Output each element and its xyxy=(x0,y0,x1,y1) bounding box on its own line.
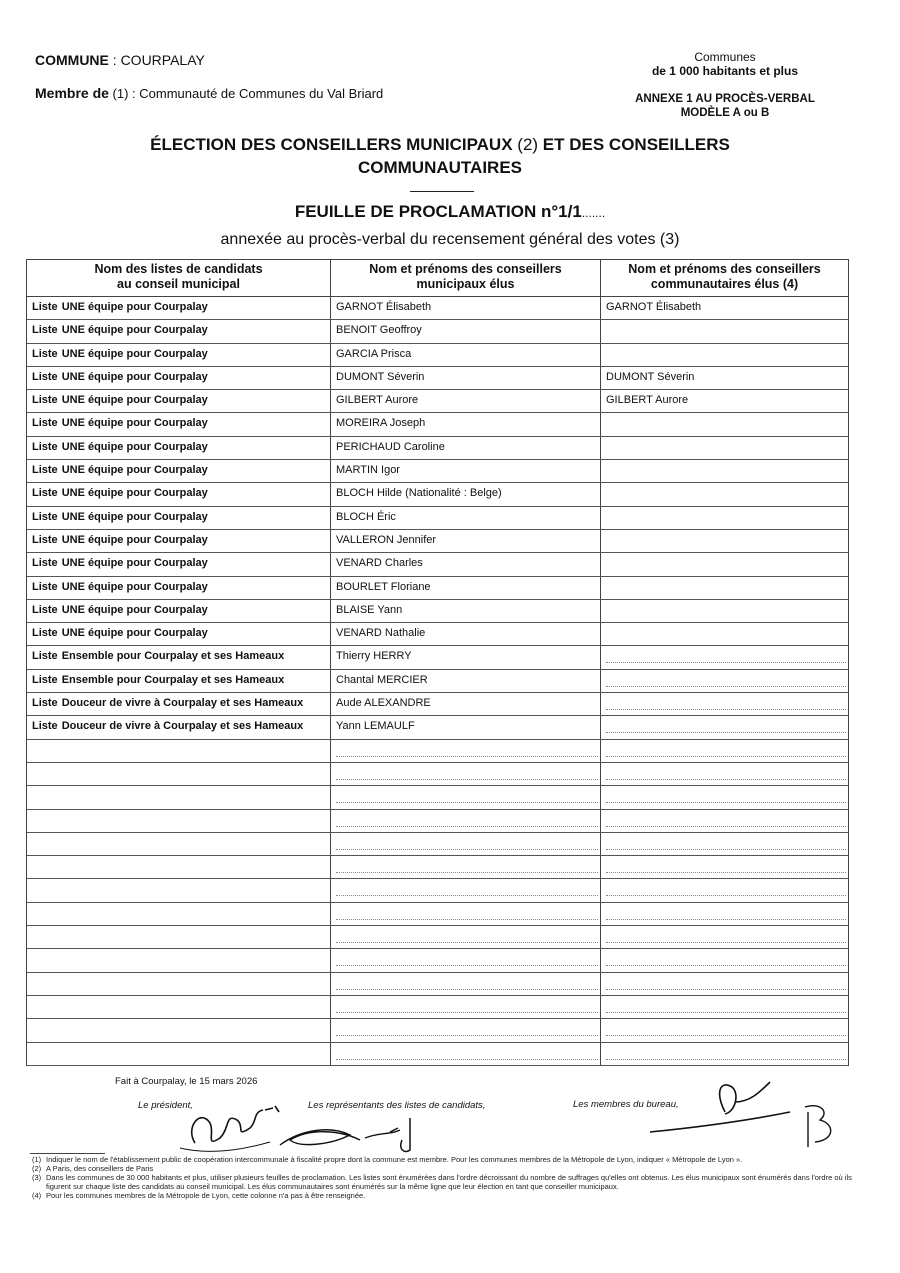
dotted-fill-line xyxy=(336,833,598,850)
empty-cell xyxy=(601,856,848,878)
empty-table-row xyxy=(27,856,848,879)
empty-table-row xyxy=(27,740,848,763)
bureau-members-label: Les membres du bureau, xyxy=(573,1099,679,1110)
table-row xyxy=(27,623,848,646)
empty-cell xyxy=(27,903,331,925)
cell-municipal-elected: Yann LEMAULF xyxy=(331,716,601,738)
cell-list-name xyxy=(27,577,331,599)
cell-list-name xyxy=(27,297,331,319)
dotted-fill-line xyxy=(336,763,598,780)
list-name: UNE équipe pour Courpalay xyxy=(61,487,208,500)
dotted-fill-line xyxy=(336,926,598,943)
title-divider xyxy=(410,191,474,192)
table-row xyxy=(27,693,848,716)
cell-communautaire-elected: GARNOT Élisabeth xyxy=(606,301,702,313)
president-label: Le président, xyxy=(138,1100,193,1111)
proclamation-table xyxy=(26,259,849,1066)
empty-cell xyxy=(601,763,848,785)
cell-municipal-elected: VALLERON Jennifer xyxy=(331,530,601,552)
signature-place-date: Fait à Courpalay, le 15 mars 2026 xyxy=(115,1076,258,1087)
membre-value: Communauté de Communes du Val Briard xyxy=(139,86,384,101)
empty-cell xyxy=(331,996,601,1018)
cell-municipal-elected: GILBERT Aurore xyxy=(331,390,601,412)
membre-label: Membre de xyxy=(35,85,109,101)
cell-municipal-elected: Aude ALEXANDRE xyxy=(331,693,601,715)
cell-municipal-elected: VENARD Nathalie xyxy=(331,623,601,645)
commune-value: COURPALAY xyxy=(120,52,205,68)
commune-label: COMMUNE xyxy=(35,52,109,68)
empty-cell xyxy=(27,740,331,762)
title-line2: COMMUNAUTAIRES xyxy=(357,158,522,177)
list-name: UNE équipe pour Courpalay xyxy=(61,557,208,570)
dotted-fill-line xyxy=(606,996,846,1013)
cell-list-name xyxy=(27,507,331,529)
list-name: UNE équipe pour Courpalay xyxy=(61,603,208,616)
list-prefix: Liste xyxy=(32,673,58,686)
footnote-1: (1) Indiquer le nom de l'établissement public de coopération intercommunale à fiscalité propre dont la commune est membre. Pour les communes membres de la Métropole de Lyon, indiquer « Métropole de Lyon ». xyxy=(32,1155,743,1164)
list-prefix: Liste xyxy=(32,510,58,523)
list-prefix: Liste xyxy=(32,464,58,477)
empty-cell xyxy=(331,856,601,878)
empty-cell xyxy=(331,786,601,808)
empty-cell xyxy=(331,973,601,995)
list-prefix: Liste xyxy=(32,347,58,360)
cell-communautaire-elected xyxy=(601,670,848,692)
title-line1-a: ÉLECTION DES CONSEILLERS MUNICIPAUX xyxy=(150,135,513,154)
dotted-fill-line xyxy=(606,879,846,896)
commune-size-line1: Communes xyxy=(694,50,756,64)
commune-size-line2: de 1 000 habitants et plus xyxy=(651,64,799,78)
commune-line xyxy=(35,52,205,68)
cell-communautaire-elected xyxy=(601,413,848,435)
dotted-fill-line xyxy=(606,973,846,990)
table-header xyxy=(27,260,848,297)
cell-municipal-elected: DUMONT Séverin xyxy=(331,367,601,389)
dotted-fill-line xyxy=(606,786,846,803)
table-row xyxy=(27,507,848,530)
list-prefix: Liste xyxy=(32,324,58,337)
table-row xyxy=(27,600,848,623)
cell-municipal-elected: BENOIT Geoffroy xyxy=(331,320,601,342)
cell-municipal-elected: PERICHAUD Caroline xyxy=(331,437,601,459)
empty-cell xyxy=(601,903,848,925)
dotted-fill-line xyxy=(606,926,846,943)
cell-communautaire-elected xyxy=(601,716,848,738)
empty-cell xyxy=(331,833,601,855)
list-name: UNE équipe pour Courpalay xyxy=(61,533,208,546)
empty-cell xyxy=(331,1019,601,1041)
sheet-title-dots: ....... xyxy=(581,206,606,220)
list-name: Douceur de vivre à Courpalay et ses Hameaux xyxy=(61,697,304,710)
list-prefix: Liste xyxy=(32,487,58,500)
cell-list-name xyxy=(27,437,331,459)
list-name: UNE équipe pour Courpalay xyxy=(61,417,208,430)
annexe-line1: ANNEXE 1 AU PROCÈS-VERBAL xyxy=(635,93,815,105)
header-communautaire: Nom et prénoms des conseillers communautaires élus (4) xyxy=(628,262,821,291)
list-name: UNE équipe pour Courpalay xyxy=(61,627,208,640)
dotted-fill-line xyxy=(606,1019,846,1036)
cell-municipal-elected: Thierry HERRY xyxy=(331,646,601,668)
empty-table-row xyxy=(27,879,848,902)
empty-cell xyxy=(27,856,331,878)
cell-communautaire-elected xyxy=(601,344,848,366)
empty-cell xyxy=(601,786,848,808)
header-municipal: Nom et prénoms des conseillers municipaux élus xyxy=(331,260,601,296)
cell-communautaire-elected xyxy=(601,460,848,482)
list-name: UNE équipe pour Courpalay xyxy=(61,580,208,593)
cell-municipal-elected: MARTIN Igor xyxy=(331,460,601,482)
dotted-fill-line xyxy=(606,856,846,873)
table-row xyxy=(27,670,848,693)
list-prefix: Liste xyxy=(32,650,58,663)
list-prefix: Liste xyxy=(32,627,58,640)
cell-municipal-elected: MOREIRA Joseph xyxy=(331,413,601,435)
cell-communautaire-elected xyxy=(601,646,848,668)
dotted-fill-line xyxy=(606,833,846,850)
empty-cell xyxy=(601,833,848,855)
commune-sep: : xyxy=(108,52,121,68)
representants-signature xyxy=(270,1110,440,1160)
cell-communautaire-elected xyxy=(601,693,848,715)
table-row xyxy=(27,390,848,413)
dotted-fill-line xyxy=(606,1043,846,1060)
cell-communautaire-elected xyxy=(601,600,848,622)
dotted-fill-line xyxy=(606,716,846,733)
page-title xyxy=(60,133,820,179)
cell-municipal-elected: BLOCH Hilde (Nationalité : Belge) xyxy=(331,483,601,505)
table-row xyxy=(27,716,848,739)
sheet-title-text: FEUILLE DE PROCLAMATION n°1/1 xyxy=(294,202,582,221)
membre-ref: (1) : xyxy=(108,86,140,101)
dotted-fill-line xyxy=(606,903,846,920)
cell-communautaire-elected xyxy=(601,320,848,342)
cell-list-name xyxy=(27,693,331,715)
empty-cell xyxy=(331,949,601,971)
cell-municipal-elected: VENARD Charles xyxy=(331,553,601,575)
empty-cell xyxy=(27,786,331,808)
annexe-line2: MODÈLE A ou B xyxy=(680,107,770,119)
table-row xyxy=(27,577,848,600)
list-prefix: Liste xyxy=(32,394,58,407)
table-row xyxy=(27,344,848,367)
empty-cell xyxy=(331,740,601,762)
cell-list-name xyxy=(27,530,331,552)
cell-communautaire-elected xyxy=(601,507,848,529)
empty-cell xyxy=(27,833,331,855)
empty-table-row xyxy=(27,949,848,972)
table-row xyxy=(27,320,848,343)
cell-municipal-elected: Chantal MERCIER xyxy=(331,670,601,692)
table-row xyxy=(27,646,848,669)
empty-cell xyxy=(27,949,331,971)
empty-table-row xyxy=(27,926,848,949)
cell-communautaire-elected: GILBERT Aurore xyxy=(606,394,689,407)
dotted-fill-line xyxy=(336,879,598,896)
dotted-fill-line xyxy=(336,973,598,990)
table-row xyxy=(27,483,848,506)
cell-municipal-elected: GARCIA Prisca xyxy=(331,344,601,366)
empty-table-row xyxy=(27,973,848,996)
list-prefix: Liste xyxy=(32,720,58,733)
list-name: UNE équipe pour Courpalay xyxy=(61,394,208,407)
dotted-fill-line xyxy=(606,670,846,687)
dotted-fill-line xyxy=(606,646,846,663)
table-row xyxy=(27,297,848,320)
table-row xyxy=(27,367,848,390)
table-body xyxy=(27,297,848,1066)
table-row xyxy=(27,437,848,460)
list-prefix: Liste xyxy=(32,603,58,616)
dotted-fill-line xyxy=(606,810,846,827)
membre-line xyxy=(35,85,383,101)
empty-cell xyxy=(27,996,331,1018)
dotted-fill-line xyxy=(336,740,598,757)
empty-cell xyxy=(27,1043,331,1065)
empty-table-row xyxy=(27,1019,848,1042)
empty-table-row xyxy=(27,786,848,809)
empty-cell xyxy=(27,1019,331,1041)
empty-cell xyxy=(601,996,848,1018)
cell-list-name xyxy=(27,553,331,575)
cell-communautaire-elected xyxy=(601,437,848,459)
cell-communautaire-elected xyxy=(601,530,848,552)
cell-list-name xyxy=(27,483,331,505)
empty-cell xyxy=(331,1043,601,1065)
empty-table-row xyxy=(27,763,848,786)
cell-communautaire-elected xyxy=(601,577,848,599)
cell-list-name xyxy=(27,623,331,645)
list-prefix: Liste xyxy=(32,533,58,546)
table-row xyxy=(27,460,848,483)
dotted-fill-line xyxy=(606,763,846,780)
list-prefix: Liste xyxy=(32,697,58,710)
table-row xyxy=(27,413,848,436)
cell-list-name xyxy=(27,646,331,668)
list-name: UNE équipe pour Courpalay xyxy=(61,464,208,477)
empty-cell xyxy=(601,949,848,971)
empty-cell xyxy=(601,1043,848,1065)
cell-list-name xyxy=(27,600,331,622)
empty-table-row xyxy=(27,810,848,833)
dotted-fill-line xyxy=(336,1043,598,1060)
representants-label: Les représentants des listes de candidats, xyxy=(308,1100,486,1111)
list-name: UNE équipe pour Courpalay xyxy=(61,510,208,523)
list-name: Ensemble pour Courpalay et ses Hameaux xyxy=(61,673,285,686)
empty-cell xyxy=(27,763,331,785)
title-line1-ref: (2) xyxy=(512,135,543,154)
cell-communautaire-elected xyxy=(601,483,848,505)
dotted-fill-line xyxy=(336,903,598,920)
annexe-label xyxy=(600,92,850,120)
empty-cell xyxy=(601,973,848,995)
list-name: UNE équipe pour Courpalay xyxy=(61,301,208,313)
dotted-fill-line xyxy=(336,856,598,873)
empty-cell xyxy=(27,973,331,995)
empty-cell xyxy=(27,926,331,948)
empty-cell xyxy=(331,926,601,948)
cell-list-name xyxy=(27,670,331,692)
list-prefix: Liste xyxy=(32,301,58,313)
empty-cell xyxy=(331,763,601,785)
cell-municipal-elected: GARNOT Élisabeth xyxy=(331,297,601,319)
sheet-subtitle: annexée au procès-verbal du recensement général des votes (3) xyxy=(220,231,680,248)
empty-cell xyxy=(601,810,848,832)
list-prefix: Liste xyxy=(32,417,58,430)
footnote-2: (2) A Paris, des conseillers de Paris xyxy=(32,1164,154,1173)
empty-cell xyxy=(601,1019,848,1041)
title-line1-b: ET DES CONSEILLERS xyxy=(542,135,730,154)
dotted-fill-line xyxy=(336,996,598,1013)
cell-municipal-elected: BOURLET Floriane xyxy=(331,577,601,599)
cell-municipal-elected: BLOCH Éric xyxy=(331,507,601,529)
list-name: UNE équipe pour Courpalay xyxy=(61,370,208,383)
list-prefix: Liste xyxy=(32,440,58,453)
commune-size-note xyxy=(600,50,850,78)
cell-communautaire-elected xyxy=(601,623,848,645)
bureau-signatures xyxy=(640,1072,840,1162)
cell-list-name xyxy=(27,460,331,482)
footnote-3: (3) Dans les communes de 30 000 habitants et plus, utiliser plusieurs feuilles de proclamation. Les listes sont énumérées dans l'ordre décroissant du nombre de suffrages qu'elles ont obtenus. Les élus municipaux sont énumérés dans l'ordre où ils figurent sur chaque liste des candidats au conseil municipal. Les élus communautaires sont énumérés sur la même ligne que leur élection en tant que conseiller municipaux. xyxy=(32,1173,852,1191)
empty-cell xyxy=(27,879,331,901)
cell-municipal-elected: BLAISE Yann xyxy=(331,600,601,622)
dotted-fill-line xyxy=(336,786,598,803)
list-prefix: Liste xyxy=(32,580,58,593)
list-prefix: Liste xyxy=(32,557,58,570)
empty-cell xyxy=(27,810,331,832)
empty-cell xyxy=(601,740,848,762)
list-name: UNE équipe pour Courpalay xyxy=(61,324,208,337)
list-name: UNE équipe pour Courpalay xyxy=(61,347,208,360)
empty-table-row xyxy=(27,833,848,856)
empty-table-row xyxy=(27,996,848,1019)
table-row xyxy=(27,530,848,553)
cell-list-name xyxy=(27,390,331,412)
list-prefix: Liste xyxy=(32,370,58,383)
dotted-fill-line xyxy=(336,949,598,966)
footnote-4: (4) Pour les communes membres de la Métropole de Lyon, cette colonne n'a pas à être renseignée. xyxy=(32,1191,366,1200)
dotted-fill-line xyxy=(606,949,846,966)
empty-cell xyxy=(331,903,601,925)
cell-list-name xyxy=(27,320,331,342)
footnote-divider xyxy=(30,1153,105,1154)
empty-cell xyxy=(331,810,601,832)
dotted-fill-line xyxy=(606,740,846,757)
header-lists: Nom des listes de candidats au conseil municipal xyxy=(27,260,331,296)
cell-list-name xyxy=(27,413,331,435)
cell-list-name xyxy=(27,367,331,389)
footnotes xyxy=(32,1155,852,1200)
empty-table-row xyxy=(27,1043,848,1066)
cell-communautaire-elected: DUMONT Séverin xyxy=(606,370,695,383)
dotted-fill-line xyxy=(336,1019,598,1036)
table-row xyxy=(27,553,848,576)
cell-communautaire-elected xyxy=(601,553,848,575)
list-name: Ensemble pour Courpalay et ses Hameaux xyxy=(61,650,285,663)
empty-cell xyxy=(601,879,848,901)
empty-cell xyxy=(601,926,848,948)
empty-cell xyxy=(331,879,601,901)
list-name: UNE équipe pour Courpalay xyxy=(61,440,208,453)
cell-list-name xyxy=(27,344,331,366)
cell-list-name xyxy=(27,716,331,738)
sheet-title xyxy=(150,202,750,222)
empty-table-row xyxy=(27,903,848,926)
list-name: Douceur de vivre à Courpalay et ses Hameaux xyxy=(61,720,304,733)
dotted-fill-line xyxy=(336,810,598,827)
dotted-fill-line xyxy=(606,693,846,710)
